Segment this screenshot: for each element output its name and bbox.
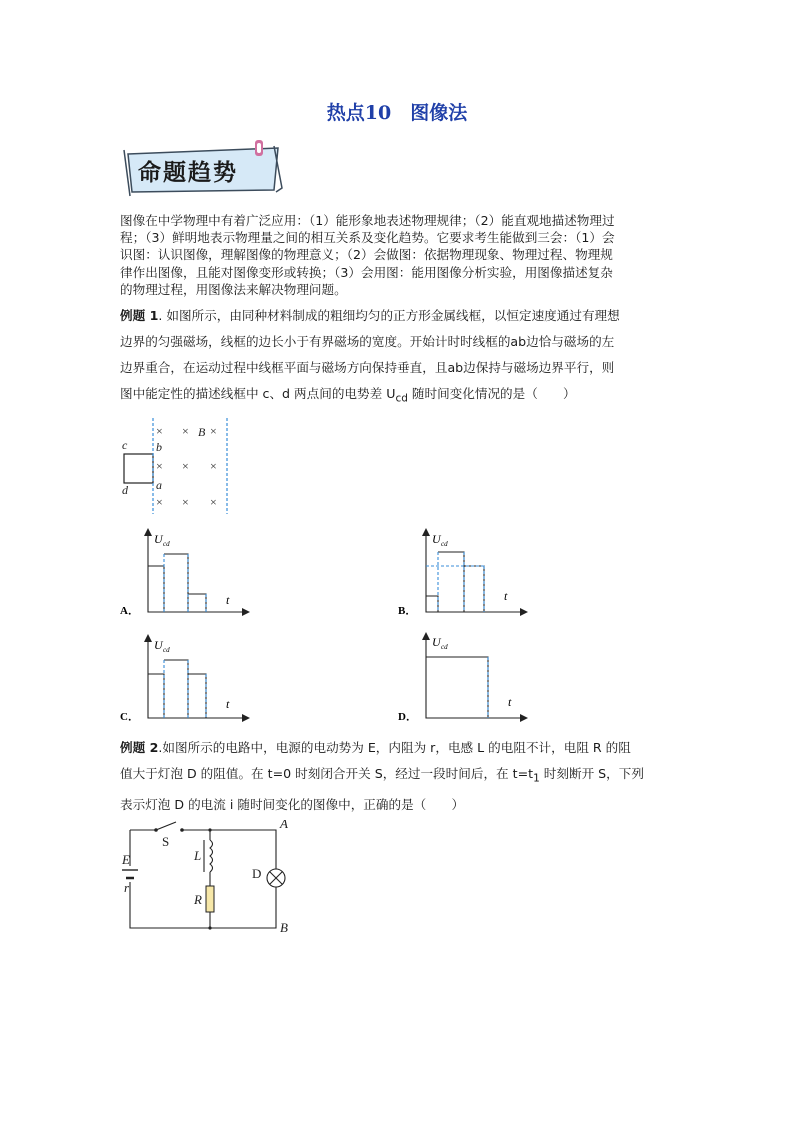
example2-line: .如图所示的电路中，电源的电动势为 E，内阻为 r，电感 L 的电阻不计，电阻 R 的阻	[158, 740, 631, 755]
svg-text:×: ×	[210, 459, 217, 473]
intro-paragraph	[120, 212, 680, 298]
square-frame	[124, 454, 153, 483]
step-1	[426, 596, 438, 612]
page-title: 热点10 图像法	[326, 102, 468, 124]
option-b-graph	[396, 528, 546, 620]
svg-text:×: ×	[156, 495, 163, 509]
y-axis-sub: cd	[441, 540, 448, 548]
y-axis-label: U	[154, 532, 163, 546]
inductor-coil	[210, 840, 213, 872]
step-1	[148, 674, 164, 718]
example2-label: 例题 2	[120, 740, 159, 755]
step-2	[164, 660, 188, 718]
circuit-diagram	[118, 820, 298, 935]
svg-text:×: ×	[210, 495, 217, 509]
step-1	[426, 657, 488, 718]
x-axis-label: t	[504, 589, 508, 603]
label-S: S	[162, 834, 170, 849]
label-A: A	[280, 820, 288, 831]
y-axis-sub: cd	[163, 540, 170, 548]
svg-text:×: ×	[156, 459, 163, 473]
x-axis-label: t	[226, 697, 230, 711]
step-1	[148, 566, 164, 612]
svg-text:×: ×	[210, 424, 217, 438]
intro-line: 程；（3）鲜明地表示物理量之间的相互关系及变化趋势。它要求考生能做到三会：（1）会	[120, 230, 615, 246]
banner-text: 命题趋势	[138, 159, 238, 186]
x-axis-label: t	[508, 695, 512, 709]
svg-text:×: ×	[182, 424, 189, 438]
example2-line: 值大于灯泡 D 的阻值。在 t=0 时刻闭合开关 S，经过一段时间后，在 $t=t_1$ 时刻断开 S，下列	[120, 766, 644, 785]
field-crosses	[156, 424, 217, 509]
switch-contact-right	[180, 828, 184, 832]
magnetic-field-figure	[118, 418, 238, 518]
resistor	[206, 886, 214, 912]
step-3	[188, 594, 206, 612]
y-axis-label: U	[154, 638, 163, 652]
y-axis-sub: cd	[441, 643, 448, 651]
topic-banner	[118, 140, 288, 198]
svg-text:×: ×	[182, 459, 189, 473]
label-E: E	[122, 852, 130, 867]
example2-text	[120, 735, 680, 818]
example1-line: 边界重合，在运动过程中线框平面与磁场方向保持垂直，且ab边保持与磁场边界平行，则	[120, 360, 615, 375]
option-d-graph	[396, 630, 546, 726]
option-a-graph	[118, 528, 268, 620]
option-b-label: B．	[398, 605, 417, 617]
label-B: B	[280, 920, 288, 935]
example1-line: . 如图所示，由同种材料制成的粗细均匀的正方形金属线框，以恒定速度通过有理想	[158, 308, 620, 323]
label-B: B	[198, 425, 206, 439]
y-axis-label: U	[432, 532, 441, 546]
label-d: d	[122, 483, 128, 497]
label-b: b	[156, 440, 162, 454]
svg-text:×: ×	[156, 424, 163, 438]
option-a-label: A．	[120, 605, 139, 617]
example1-text	[120, 303, 680, 412]
example2-line: 表示灯泡 D 的电流 i 随时间变化的图像中，正确的是（ ）	[120, 796, 465, 812]
option-c-label: C．	[120, 711, 139, 723]
y-axis-sub: cd	[163, 646, 170, 654]
label-D: D	[252, 866, 262, 881]
step-3	[464, 566, 484, 612]
step-3	[188, 674, 206, 718]
intro-line: 识图：认识图像，理解图像的物理意义；（2）会做图：依据物理现象、物理过程、物理规	[120, 247, 613, 263]
label-R: R	[194, 892, 202, 907]
intro-line: 律作出图像，且能对图像变形或转换；（3）会用图：能用图像分析实验，用图像描述复杂	[120, 264, 613, 280]
x-axis-label: t	[226, 593, 230, 607]
lamp-icon	[267, 869, 285, 887]
switch-blade	[156, 822, 176, 830]
example1-line: 边界的匀强磁场，线框的边长小于有界磁场的宽度。开始计时时线框的ab边恰与磁场的左	[120, 334, 615, 349]
label-a: a	[156, 478, 162, 492]
svg-text:×: ×	[182, 495, 189, 509]
label-L: L	[194, 848, 202, 863]
intro-line: 的物理过程，用图像法来解决物理问题。	[120, 281, 347, 297]
label-r: r	[124, 880, 130, 895]
step-2	[438, 552, 464, 612]
switch-contact-left	[154, 828, 158, 832]
y-axis-label: U	[432, 635, 441, 649]
intro-line: 图像在中学物理中有着广泛应用：（1）能形象地表述物理规律；（2）能直观地描述物理过	[120, 213, 615, 228]
option-d-label: D．	[398, 711, 417, 723]
example1-line: 图中能定性的描述线框中 c、d 两点间的电势差 $U_{cd}$ 随时间变化情况的是（ ）	[120, 386, 576, 405]
label-c: c	[122, 438, 128, 452]
step-2	[164, 554, 188, 612]
option-c-graph	[118, 634, 268, 726]
example1-label: 例题 1	[120, 308, 159, 323]
